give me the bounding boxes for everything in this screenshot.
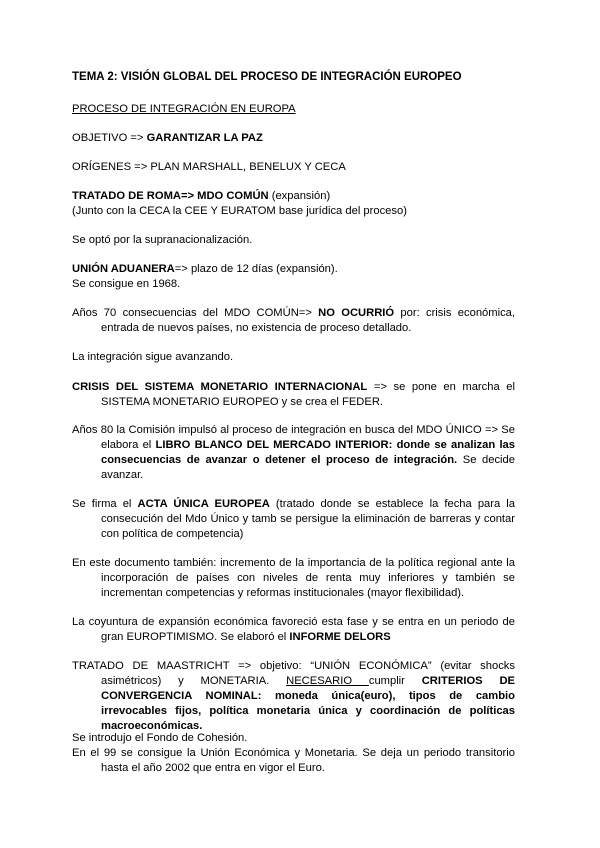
anos70-lead: Años 70 consecuencias del MDO COMÚN=>: [72, 307, 319, 319]
union-1968: Se consigue en 1968.: [72, 278, 181, 290]
paragraph-anos-80: [72, 423, 515, 483]
paragraph-anos-99: En el 99 se consigue la Unión Económica y Monetaria. Se deja un periodo transitorio hasta el año 2002 que entra en vigor el Euro.: [72, 747, 515, 774]
roma-heading: TRATADO DE ROMA=> MDO COMÚN: [72, 190, 269, 202]
paragraph-anos-70: [72, 306, 515, 336]
paragraph-roma: [72, 189, 515, 219]
section-subtitle: PROCESO DE INTEGRACIÓN EN EUROPA: [72, 103, 296, 115]
anos70-no-ocurrio: NO OCURRIÓ: [318, 307, 395, 319]
crisis-rest: => se pone en marcha el SISTEMA MONETARIO EUROPEO y se crea el FEDER.: [101, 381, 515, 408]
roma-note: (Junto con la CECA la CEE Y EURATOM base jurídica del proceso): [72, 205, 407, 217]
objetivo-label: OBJETIVO =>: [72, 132, 147, 144]
anos80-lead: Años 80 la Comisión impulsó al proceso de integración en busca del MDO ÚNICO => Se elabora el: [72, 424, 515, 451]
union-plazo: => plazo de 12 días (expansión).: [174, 263, 338, 275]
paragraph-maastricht: [72, 659, 515, 734]
maastricht-lead: TRATADO DE MAASTRICHT => objetivo: “UNIÓN ECONÓMICA” (evitar shocks asimétricos) y MONETARIA.: [72, 660, 515, 687]
page-title: TEMA 2: VISIÓN GLOBAL DEL PROCESO DE INTEGRACIÓN EUROPEO: [72, 71, 462, 83]
roma-expansion: (expansión): [268, 190, 331, 202]
maastricht-criterios: CRITERIOS DE CONVERGENCIA NOMINAL: moneda única(euro), tipos de cambio irrevocables fijos, política monetaria única y coordinación de políticas macroeconómicas.: [101, 675, 515, 732]
coyuntura-lead: La coyuntura de expansión económica favoreció esta fase y se entra en un periodo de gran EUROPTIMISMO. Se elaboró el: [72, 616, 515, 643]
union-heading: UNIÓN ADUANERA: [72, 263, 175, 275]
paragraph-supranacionalizacion: Se optó por la supranacionalización.: [72, 234, 253, 246]
anos80-rest: Se decide avanzar.: [101, 454, 515, 481]
paragraph-avanzando: La integración sigue avanzando.: [72, 351, 234, 363]
maastricht-cumplir: cumplir: [368, 675, 422, 687]
paragraph-union-aduanera: [72, 262, 515, 292]
anos70-rest: por: crisis económica, entrada de nuevos países, no existencia de proceso detallado.: [101, 307, 515, 334]
acta-lead: Se firma el: [72, 498, 138, 510]
paragraph-documento: En este documento también: incremento de la importancia de la política regional ante la incorporación de países con niveles de renta muy inferiores y también se incrementan competencias y reformas institucionales (mayor flexibilidad).: [72, 557, 515, 599]
paragraph-coyuntura: [72, 615, 515, 645]
maastricht-necesario: NECESARIO: [286, 675, 369, 687]
paragraph-acta-unica: [72, 497, 515, 542]
paragraph-crisis: [72, 380, 515, 410]
acta-rest: (tratado donde se establece la fecha para la consecución del Mdo Único y tamb se persigue la eliminación de barreras y contar con política de competencia): [101, 498, 515, 540]
acta-heading: ACTA ÚNICA EUROPEA: [137, 498, 270, 510]
paragraph-origenes: ORÍGENES => PLAN MARSHALL, BENELUX Y CECA: [72, 161, 346, 173]
crisis-heading: CRISIS DEL SISTEMA MONETARIO INTERNACIONAL: [72, 381, 368, 393]
anos80-libro-blanco: LIBRO BLANCO DEL MERCADO INTERIOR: donde se analizan las consecuencias de avanzar o detener el proceso de integración.: [101, 439, 515, 466]
coyuntura-informe: INFORME DELORS: [289, 631, 391, 643]
objetivo-value: GARANTIZAR LA PAZ: [146, 132, 263, 144]
paragraph-objetivo: [72, 131, 515, 146]
paragraph-cohesion: Se introdujo el Fondo de Cohesión.: [72, 732, 248, 744]
